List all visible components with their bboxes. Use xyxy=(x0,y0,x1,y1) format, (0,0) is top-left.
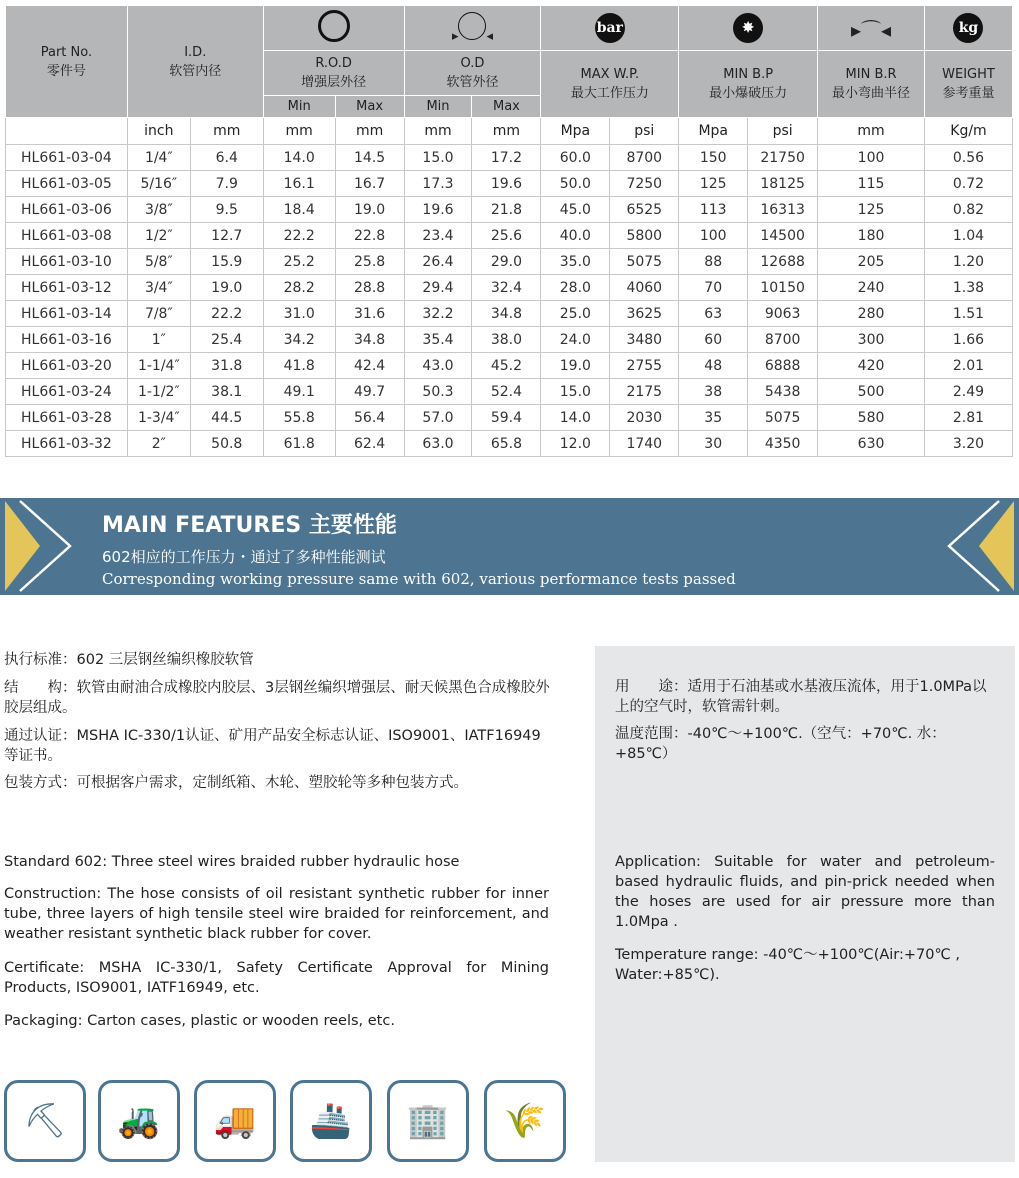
spec-table xyxy=(5,5,1013,457)
value-cell: 34.8 xyxy=(335,327,404,353)
value-cell: 43.0 xyxy=(404,353,472,379)
value-cell: 14.0 xyxy=(263,145,335,171)
excavator-icon: ⛏ xyxy=(4,1080,86,1162)
value-cell: 7/8″ xyxy=(127,301,190,327)
value-cell: 40.0 xyxy=(541,223,610,249)
value-cell: 24.0 xyxy=(541,327,610,353)
value-cell: 1.66 xyxy=(924,327,1012,353)
ship-crane-icon: 🚢 xyxy=(290,1080,372,1162)
unit-cell: Mpa xyxy=(541,118,610,145)
value-cell: 32.2 xyxy=(404,301,472,327)
part-number-cell: HL661-03-12 xyxy=(6,275,128,301)
header-od: O.D 软管外径 xyxy=(404,51,541,96)
part-number-cell: HL661-03-32 xyxy=(6,431,128,457)
main-features-banner xyxy=(0,498,1019,595)
truck-icon: 🚚 xyxy=(194,1080,276,1162)
value-cell: 22.2 xyxy=(190,301,263,327)
value-cell: 29.0 xyxy=(472,249,541,275)
value-cell: 180 xyxy=(818,223,925,249)
header-min: Min xyxy=(404,96,472,118)
value-cell: 19.6 xyxy=(404,197,472,223)
value-cell: 3480 xyxy=(610,327,679,353)
value-cell: 17.3 xyxy=(404,171,472,197)
value-cell: 41.8 xyxy=(263,353,335,379)
value-cell: 19.0 xyxy=(190,275,263,301)
header-bp: MIN B.P 最小爆破压力 xyxy=(679,51,818,118)
value-cell: 150 xyxy=(679,145,748,171)
value-cell: 22.8 xyxy=(335,223,404,249)
table-row xyxy=(6,197,1013,223)
value-cell: 15.0 xyxy=(541,379,610,405)
value-cell: 28.2 xyxy=(263,275,335,301)
value-cell: 45.2 xyxy=(472,353,541,379)
value-cell: 4350 xyxy=(748,431,818,457)
value-cell: 14500 xyxy=(748,223,818,249)
unit-cell: inch xyxy=(127,118,190,145)
header-min: Min xyxy=(263,96,335,118)
value-cell: 5075 xyxy=(610,249,679,275)
value-cell: 8700 xyxy=(610,145,679,171)
value-cell: 10150 xyxy=(748,275,818,301)
value-cell: 35.0 xyxy=(541,249,610,275)
table-row xyxy=(6,353,1013,379)
value-cell: 25.8 xyxy=(335,249,404,275)
value-cell: 38 xyxy=(679,379,748,405)
unit-cell: mm xyxy=(818,118,925,145)
value-cell: 60 xyxy=(679,327,748,353)
en-standard: Standard 602: Three steel wires braided rubber hydraulic hose xyxy=(4,854,460,870)
value-cell: 115 xyxy=(818,171,925,197)
en-construction: Construction: The hose consists of oil resistant synthetic rubber for inner tube, three layers of high tensile steel wire braided for reinforcement, and weather resistant synthetic black rubber for cover. xyxy=(4,886,549,942)
cn-construction: 结 构：软管由耐油合成橡胶内胶层、3层钢丝编织增强层、耐天候黑色合成橡胶外胶层组成。 xyxy=(4,680,550,716)
table-row xyxy=(6,275,1013,301)
value-cell: 5/8″ xyxy=(127,249,190,275)
value-cell: 17.2 xyxy=(472,145,541,171)
value-cell: 3/4″ xyxy=(127,275,190,301)
value-cell: 125 xyxy=(679,171,748,197)
table-row xyxy=(6,145,1013,171)
value-cell: 31.8 xyxy=(190,353,263,379)
value-cell: 59.4 xyxy=(472,405,541,431)
header-br: MIN B.R 最小弯曲半径 xyxy=(818,51,925,118)
value-cell: 25.0 xyxy=(541,301,610,327)
value-cell: 25.4 xyxy=(190,327,263,353)
value-cell: 42.4 xyxy=(335,353,404,379)
value-cell: 1740 xyxy=(610,431,679,457)
value-cell: 7.9 xyxy=(190,171,263,197)
value-cell: 5800 xyxy=(610,223,679,249)
part-number-cell: HL661-03-10 xyxy=(6,249,128,275)
header-max: Max xyxy=(335,96,404,118)
value-cell: 61.8 xyxy=(263,431,335,457)
value-cell: 30 xyxy=(679,431,748,457)
table-row xyxy=(6,431,1013,457)
value-cell: 0.82 xyxy=(924,197,1012,223)
value-cell: 25.2 xyxy=(263,249,335,275)
banner-subtitle-en: Corresponding working pressure same with 602, various performance tests passed xyxy=(102,570,736,588)
value-cell: 2030 xyxy=(610,405,679,431)
value-cell: 44.5 xyxy=(190,405,263,431)
en-application: Application: Suitable for water and petroleum-based hydraulic fluids, and pin-prick needed when the hoses are used for air pressure more than 1.0Mpa . xyxy=(615,854,995,930)
table-row xyxy=(6,171,1013,197)
value-cell: 62.4 xyxy=(335,431,404,457)
value-cell: 88 xyxy=(679,249,748,275)
value-cell: 0.56 xyxy=(924,145,1012,171)
value-cell: 34.2 xyxy=(263,327,335,353)
value-cell: 25.6 xyxy=(472,223,541,249)
value-cell: 21.8 xyxy=(472,197,541,223)
value-cell: 125 xyxy=(818,197,925,223)
value-cell: 31.0 xyxy=(263,301,335,327)
value-cell: 38.0 xyxy=(472,327,541,353)
value-cell: 22.2 xyxy=(263,223,335,249)
header-max: Max xyxy=(472,96,541,118)
value-cell: 630 xyxy=(818,431,925,457)
part-number-cell: HL661-03-20 xyxy=(6,353,128,379)
value-cell: 15.0 xyxy=(404,145,472,171)
value-cell: 70 xyxy=(679,275,748,301)
value-cell: 1-1/2″ xyxy=(127,379,190,405)
od-icon: ▸ ◂ xyxy=(404,6,541,51)
value-cell: 2.49 xyxy=(924,379,1012,405)
value-cell: 16.1 xyxy=(263,171,335,197)
value-cell: 34.8 xyxy=(472,301,541,327)
banner-title: MAIN FEATURES 主要性能 xyxy=(102,513,397,538)
cn-standard: 执行标准：602 三层钢丝编织橡胶软管 xyxy=(4,652,254,668)
value-cell: 38.1 xyxy=(190,379,263,405)
header-id: I.D. 软管内径 xyxy=(127,6,263,118)
rod-icon xyxy=(263,6,404,51)
header-wp: MAX W.P. 最大工作压力 xyxy=(541,51,679,118)
part-number-cell: HL661-03-14 xyxy=(6,301,128,327)
value-cell: 1/4″ xyxy=(127,145,190,171)
header-weight: WEIGHT 参考重量 xyxy=(924,51,1012,118)
unit-cell: psi xyxy=(610,118,679,145)
value-cell: 3/8″ xyxy=(127,197,190,223)
table-row xyxy=(6,379,1013,405)
value-cell: 18125 xyxy=(748,171,818,197)
value-cell: 35 xyxy=(679,405,748,431)
bend-icon: ▸⌒◂ xyxy=(818,6,925,51)
unit-cell: Kg/m xyxy=(924,118,1012,145)
value-cell: 29.4 xyxy=(404,275,472,301)
value-cell: 240 xyxy=(818,275,925,301)
unit-cell: mm xyxy=(190,118,263,145)
value-cell: 50.0 xyxy=(541,171,610,197)
value-cell: 5075 xyxy=(748,405,818,431)
value-cell: 56.4 xyxy=(335,405,404,431)
value-cell: 2175 xyxy=(610,379,679,405)
en-packaging: Packaging: Carton cases, plastic or wooden reels, etc. xyxy=(4,1013,395,1029)
value-cell: 4060 xyxy=(610,275,679,301)
header-part: Part No. 零件号 xyxy=(6,6,128,118)
part-number-cell: HL661-03-24 xyxy=(6,379,128,405)
value-cell: 1″ xyxy=(127,327,190,353)
value-cell: 19.6 xyxy=(472,171,541,197)
value-cell: 14.5 xyxy=(335,145,404,171)
table-row xyxy=(6,301,1013,327)
value-cell: 50.3 xyxy=(404,379,472,405)
value-cell: 1.38 xyxy=(924,275,1012,301)
value-cell: 9.5 xyxy=(190,197,263,223)
value-cell: 100 xyxy=(679,223,748,249)
value-cell: 300 xyxy=(818,327,925,353)
unit-cell: mm xyxy=(404,118,472,145)
value-cell: 12.7 xyxy=(190,223,263,249)
value-cell: 420 xyxy=(818,353,925,379)
value-cell: 7250 xyxy=(610,171,679,197)
unit-cell: Mpa xyxy=(679,118,748,145)
value-cell: 1.20 xyxy=(924,249,1012,275)
value-cell: 49.1 xyxy=(263,379,335,405)
value-cell: 19.0 xyxy=(335,197,404,223)
table-row xyxy=(6,223,1013,249)
value-cell: 500 xyxy=(818,379,925,405)
value-cell: 57.0 xyxy=(404,405,472,431)
value-cell: 1.04 xyxy=(924,223,1012,249)
value-cell: 100 xyxy=(818,145,925,171)
units-row xyxy=(6,118,1013,145)
part-number-cell: HL661-03-06 xyxy=(6,197,128,223)
cn-temperature: 温度范围：-40℃～+100℃.（空气：+70℃. 水：+85℃） xyxy=(615,726,946,762)
building-icon: 🏢 xyxy=(387,1080,469,1162)
value-cell: 2.01 xyxy=(924,353,1012,379)
value-cell: 32.4 xyxy=(472,275,541,301)
value-cell: 65.8 xyxy=(472,431,541,457)
table-row xyxy=(6,327,1013,353)
value-cell: 5/16″ xyxy=(127,171,190,197)
value-cell: 63 xyxy=(679,301,748,327)
kg-icon: kg xyxy=(924,6,1012,51)
value-cell: 14.0 xyxy=(541,405,610,431)
value-cell: 5438 xyxy=(748,379,818,405)
unit-cell: psi xyxy=(748,118,818,145)
table-row xyxy=(6,405,1013,431)
part-number-cell: HL661-03-04 xyxy=(6,145,128,171)
part-number-cell: HL661-03-16 xyxy=(6,327,128,353)
value-cell: 280 xyxy=(818,301,925,327)
unit-cell: mm xyxy=(263,118,335,145)
value-cell: 50.8 xyxy=(190,431,263,457)
value-cell: 45.0 xyxy=(541,197,610,223)
loader-icon: 🚜 xyxy=(98,1080,180,1162)
value-cell: 15.9 xyxy=(190,249,263,275)
value-cell: 12.0 xyxy=(541,431,610,457)
burst-icon: ✸ xyxy=(679,6,818,51)
cn-application: 用 途：适用于石油基或水基液压流体，用于1.0MPa以上的空气时，软管需针刺。 xyxy=(615,679,987,715)
value-cell: 35.4 xyxy=(404,327,472,353)
value-cell: 1/2″ xyxy=(127,223,190,249)
en-certificate: Certificate: MSHA IC-330/1, Safety Certificate Approval for Mining Products, ISO9001, IATF16949, etc. xyxy=(4,960,549,996)
value-cell: 1-1/4″ xyxy=(127,353,190,379)
value-cell: 63.0 xyxy=(404,431,472,457)
value-cell: 55.8 xyxy=(263,405,335,431)
value-cell: 9063 xyxy=(748,301,818,327)
value-cell: 60.0 xyxy=(541,145,610,171)
cn-certificate: 通过认证：MSHA IC-330/1认证、矿用产品安全标志认证、ISO9001、IATF16949等证书。 xyxy=(4,728,541,764)
value-cell: 8700 xyxy=(748,327,818,353)
value-cell: 19.0 xyxy=(541,353,610,379)
tractor-icon: 🌾 xyxy=(484,1080,566,1162)
bar-icon: bar xyxy=(541,6,679,51)
cn-packaging: 包装方式：可根据客户需求，定制纸箱、木轮、塑胶轮等多种包装方式。 xyxy=(4,775,468,791)
table-row xyxy=(6,249,1013,275)
value-cell: 48 xyxy=(679,353,748,379)
part-number-cell: HL661-03-08 xyxy=(6,223,128,249)
unit-cell: mm xyxy=(472,118,541,145)
value-cell: 3.20 xyxy=(924,431,1012,457)
value-cell: 16.7 xyxy=(335,171,404,197)
value-cell: 0.72 xyxy=(924,171,1012,197)
value-cell: 6888 xyxy=(748,353,818,379)
value-cell: 18.4 xyxy=(263,197,335,223)
value-cell: 2755 xyxy=(610,353,679,379)
unit-cell: mm xyxy=(335,118,404,145)
value-cell: 23.4 xyxy=(404,223,472,249)
part-number-cell: HL661-03-28 xyxy=(6,405,128,431)
value-cell: 26.4 xyxy=(404,249,472,275)
value-cell: 1.51 xyxy=(924,301,1012,327)
value-cell: 2″ xyxy=(127,431,190,457)
header-rod: R.O.D 增强层外径 xyxy=(263,51,404,96)
value-cell: 3625 xyxy=(610,301,679,327)
banner-subtitle-cn: 602相应的工作压力・通过了多种性能测试 xyxy=(102,548,386,566)
value-cell: 28.0 xyxy=(541,275,610,301)
value-cell: 6.4 xyxy=(190,145,263,171)
value-cell: 16313 xyxy=(748,197,818,223)
value-cell: 52.4 xyxy=(472,379,541,405)
value-cell: 205 xyxy=(818,249,925,275)
value-cell: 31.6 xyxy=(335,301,404,327)
value-cell: 580 xyxy=(818,405,925,431)
value-cell: 113 xyxy=(679,197,748,223)
value-cell: 12688 xyxy=(748,249,818,275)
value-cell: 28.8 xyxy=(335,275,404,301)
value-cell: 49.7 xyxy=(335,379,404,405)
en-temperature: Temperature range: -40℃～+100℃(Air:+70℃ , Water:+85℃). xyxy=(615,947,960,983)
value-cell: 6525 xyxy=(610,197,679,223)
part-number-cell: HL661-03-05 xyxy=(6,171,128,197)
value-cell: 21750 xyxy=(748,145,818,171)
value-cell: 1-3/4″ xyxy=(127,405,190,431)
value-cell: 2.81 xyxy=(924,405,1012,431)
